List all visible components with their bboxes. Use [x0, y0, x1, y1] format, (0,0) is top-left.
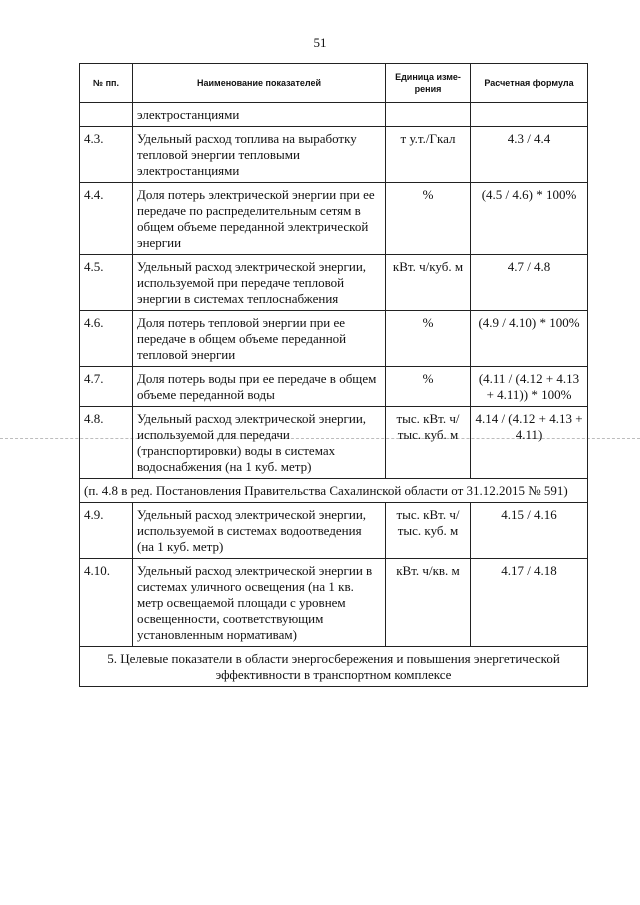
table-header-row — [80, 64, 588, 103]
row-unit: тыс. кВт. ч/тыс. куб. м — [386, 503, 471, 559]
page-number: 51 — [313, 35, 327, 50]
row-formula: 4.15 / 4.16 — [471, 503, 588, 559]
row-formula: 4.3 / 4.4 — [471, 127, 588, 183]
row-unit: % — [386, 367, 471, 407]
amendment-note: (п. 4.8 в ред. Постановления Правительства Сахалинской области от 31.12.2015 № 591) — [80, 479, 588, 503]
row-name: Удельный расход электрической энергии в системах уличного освещения (на 1 кв. метр освещаемой площади с уровнем освещенности, соответствующим установленным нормативам) — [133, 559, 386, 647]
row-formula: 4.17 / 4.18 — [471, 559, 588, 647]
row-name: электростанциями — [133, 103, 386, 127]
table-row — [80, 503, 588, 559]
row-num: 4.3. — [80, 127, 133, 183]
table-row — [80, 367, 588, 407]
row-unit: % — [386, 311, 471, 367]
header-unit: Единица изме-рения — [386, 64, 471, 103]
table-row — [80, 407, 588, 479]
row-name: Доля потерь электрической энергии при ее передаче по распределительным сетям в общем объеме переданной электрической энергии — [133, 183, 386, 255]
row-num: 4.6. — [80, 311, 133, 367]
row-formula: 4.14 / (4.12 + 4.13 + 4.11) — [471, 407, 588, 479]
row-name: Удельный расход топлива на выработку тепловой энергии тепловыми электростанциями — [133, 127, 386, 183]
row-unit: кВт. ч/куб. м — [386, 255, 471, 311]
header-num: № пп. — [80, 64, 133, 103]
row-num: 4.7. — [80, 367, 133, 407]
amendment-note-row — [80, 479, 588, 503]
row-num: 4.8. — [80, 407, 133, 479]
section-heading: 5. Целевые показатели в области энергосбережения и повышения энергетической эффективности в транспортном комплексе — [80, 647, 588, 687]
row-num — [80, 103, 133, 127]
row-unit — [386, 103, 471, 127]
row-name: Удельный расход электрической энергии, используемой в системах водоотведения (на 1 куб. метр) — [133, 503, 386, 559]
row-name: Доля потерь тепловой энергии при ее передаче в общем объеме переданной тепловой энергии — [133, 311, 386, 367]
row-num: 4.4. — [80, 183, 133, 255]
table-row — [80, 255, 588, 311]
row-num: 4.10. — [80, 559, 133, 647]
table-row — [80, 559, 588, 647]
row-num: 4.9. — [80, 503, 133, 559]
row-name: Доля потерь воды при ее передаче в общем объеме переданной воды — [133, 367, 386, 407]
row-formula — [471, 103, 588, 127]
row-unit: тыс. кВт. ч/тыс. куб. м — [386, 407, 471, 479]
header-formula: Расчетная формула — [471, 64, 588, 103]
row-formula: (4.9 / 4.10) * 100% — [471, 311, 588, 367]
row-name: Удельный расход электрической энергии, используемой для передачи (транспортировки) воды в системах водоснабжения (на 1 куб. метр) — [133, 407, 386, 479]
table-row — [80, 311, 588, 367]
row-formula: (4.11 / (4.12 + 4.13 + 4.11)) * 100% — [471, 367, 588, 407]
table-row — [80, 103, 588, 127]
section-heading-row — [80, 647, 588, 687]
row-unit: т у.т./Гкал — [386, 127, 471, 183]
row-unit: % — [386, 183, 471, 255]
indicators-table — [79, 63, 588, 687]
row-formula: 4.7 / 4.8 — [471, 255, 588, 311]
header-name: Наименование показателей — [133, 64, 386, 103]
table-row — [80, 183, 588, 255]
row-num: 4.5. — [80, 255, 133, 311]
table-row — [80, 127, 588, 183]
row-unit: кВт. ч/кв. м — [386, 559, 471, 647]
row-name: Удельный расход электрической энергии, используемой при передаче тепловой энергии в системах теплоснабжения — [133, 255, 386, 311]
row-formula: (4.5 / 4.6) * 100% — [471, 183, 588, 255]
